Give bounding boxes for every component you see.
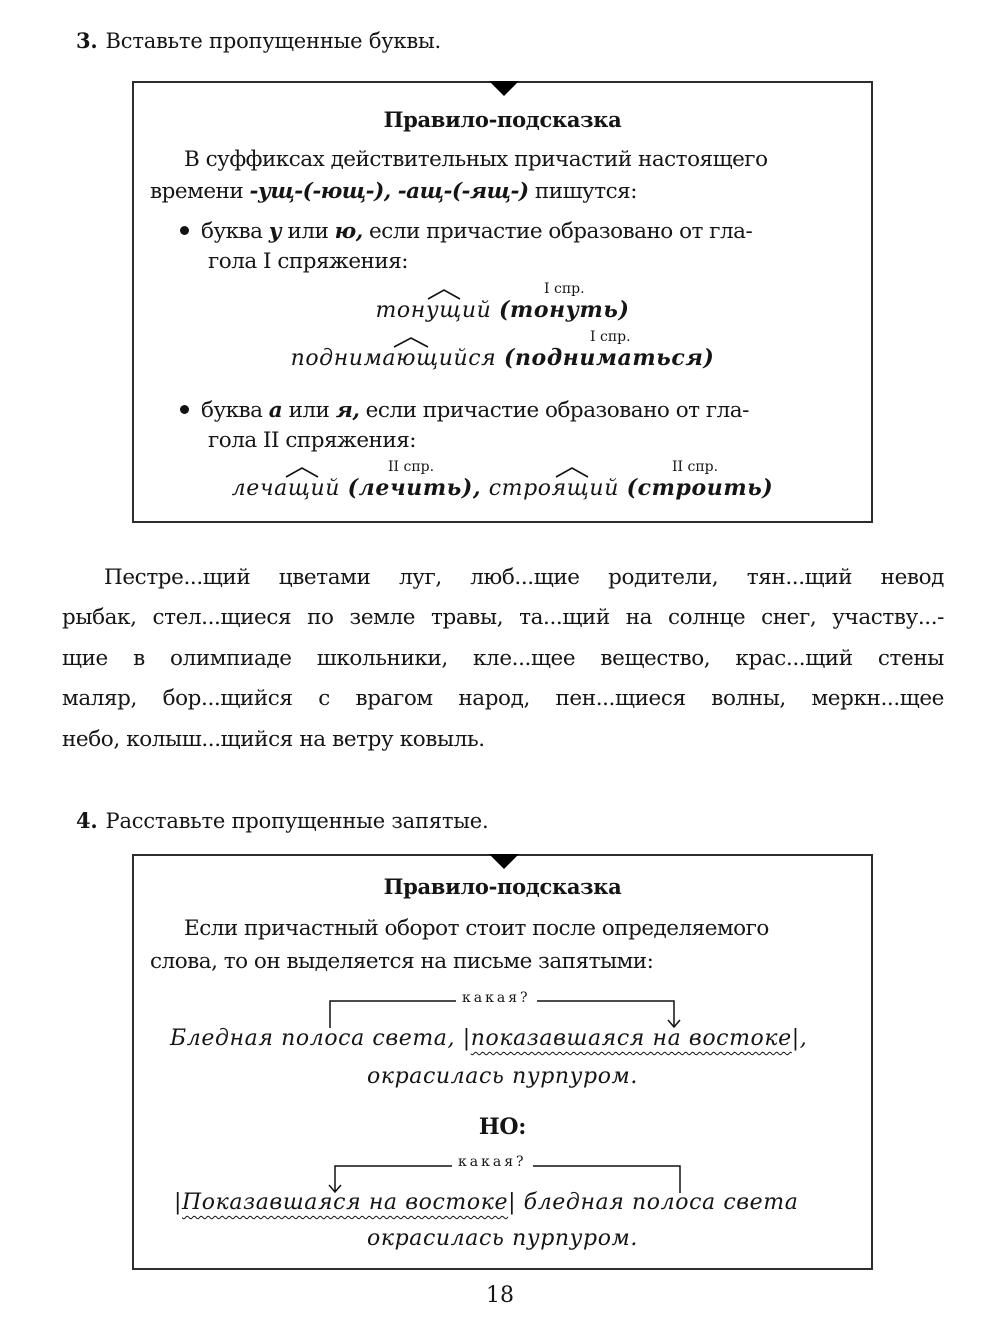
exercise-text-line: щие в олимпиаде школьники, кле...щее вещество, крас...щий стены	[62, 646, 944, 671]
conjugation-label: I спр.	[544, 281, 585, 297]
bullet-item-1	[180, 219, 752, 244]
participial-phrase: Показавшаяся на востоке	[182, 1190, 509, 1215]
conjugation-label: I спр.	[590, 329, 631, 345]
letter: я,	[335, 398, 360, 423]
text: если причастие образовано от гла-	[359, 398, 749, 423]
text: пишутся:	[528, 179, 637, 204]
text: буква	[201, 398, 269, 423]
task-number: 4.	[76, 808, 98, 833]
verb: (лечить),	[347, 475, 482, 501]
text: буква	[201, 219, 269, 244]
bullet-item-2	[180, 398, 749, 423]
exercise-text-line: Пестре...щий цветами луг, люб...щие родители, тян...щий невод	[104, 565, 944, 590]
text: если причастие образовано от гла-	[362, 219, 753, 244]
example-line	[134, 345, 871, 371]
rule-text-line	[150, 179, 637, 204]
exercise-text-line: рыбак, стел...щиеся по земле травы, та...щий на солнце снег, участву...-	[62, 605, 944, 630]
letter: а	[268, 398, 283, 423]
verb: (тонуть)	[498, 297, 630, 323]
text: времени	[150, 179, 250, 204]
task-3-heading	[76, 28, 441, 53]
pointer-triangle-icon	[489, 81, 519, 96]
participial-phrase: показавшаяся на востоке	[470, 1026, 792, 1051]
rule-title: Правило-подсказка	[383, 874, 622, 899]
participle: тонущий	[375, 298, 492, 323]
example-line	[134, 475, 871, 501]
conjugation-label: II спр.	[388, 459, 435, 475]
example-sentence	[174, 1190, 798, 1215]
participle: лечащий	[231, 476, 341, 501]
letter: ю,	[334, 219, 363, 244]
question-label: какая?	[456, 990, 537, 1006]
participle: строящий	[488, 476, 619, 501]
letter: у	[268, 219, 282, 244]
verb: (строить)	[626, 475, 774, 501]
page-number: 18	[486, 1283, 514, 1308]
exercise-text-line: небо, колыш...щийся на ветру ковыль.	[62, 727, 485, 752]
bullet-icon	[180, 405, 189, 414]
bullet-item-1-continued: гола I спряжения:	[208, 249, 409, 274]
boundary-mark: |	[508, 1190, 517, 1215]
task-instruction: Расставьте пропущенные запятые.	[105, 809, 489, 833]
rule-text-line: В суффиксах действительных причастий настоящего	[184, 147, 768, 172]
task-instruction: Вставьте пропущенные буквы.	[105, 29, 441, 53]
bullet-item-2-continued: гола II спряжения:	[208, 428, 417, 453]
participle: поднимающийся	[290, 346, 497, 371]
rule-hint-box	[132, 81, 873, 523]
text: или	[282, 398, 336, 423]
bullet-icon	[180, 226, 189, 235]
rule-text-line: Если причастный оборот стоит после определяемого	[184, 916, 769, 941]
example-sentence-continued: окрасилась пурпуром.	[367, 1064, 638, 1089]
example-sentence-continued: окрасилась пурпуром.	[367, 1226, 638, 1251]
text: или	[281, 219, 335, 244]
text: бледная полоса света	[516, 1190, 799, 1215]
text: Бледная полоса света,	[170, 1026, 463, 1051]
boundary-mark: |	[174, 1190, 183, 1215]
example-sentence	[170, 1026, 807, 1051]
conjugation-label: II спр.	[672, 459, 719, 475]
suffix-list: -ущ-(-ющ-), -ащ-(-ящ-)	[249, 179, 529, 204]
boundary-mark: |	[791, 1026, 800, 1051]
pointer-triangle-icon	[489, 854, 519, 869]
rule-hint-box	[132, 854, 873, 1270]
rule-text-line: слова, то он выделяется на письме запятыми:	[150, 949, 654, 974]
rule-title: Правило-подсказка	[383, 107, 622, 132]
example-line	[134, 297, 871, 323]
text: ,	[799, 1026, 808, 1051]
verb: (подниматься)	[503, 345, 715, 371]
task-4-heading	[76, 808, 488, 833]
task-number: 3.	[76, 28, 98, 53]
exercise-text-line: маляр, бор...щийся с врагом народ, пен...щиеся волны, меркн...щее	[62, 686, 944, 711]
question-label: какая?	[452, 1154, 533, 1170]
boundary-mark: |	[462, 1026, 471, 1051]
but-label: НО:	[478, 1114, 527, 1140]
